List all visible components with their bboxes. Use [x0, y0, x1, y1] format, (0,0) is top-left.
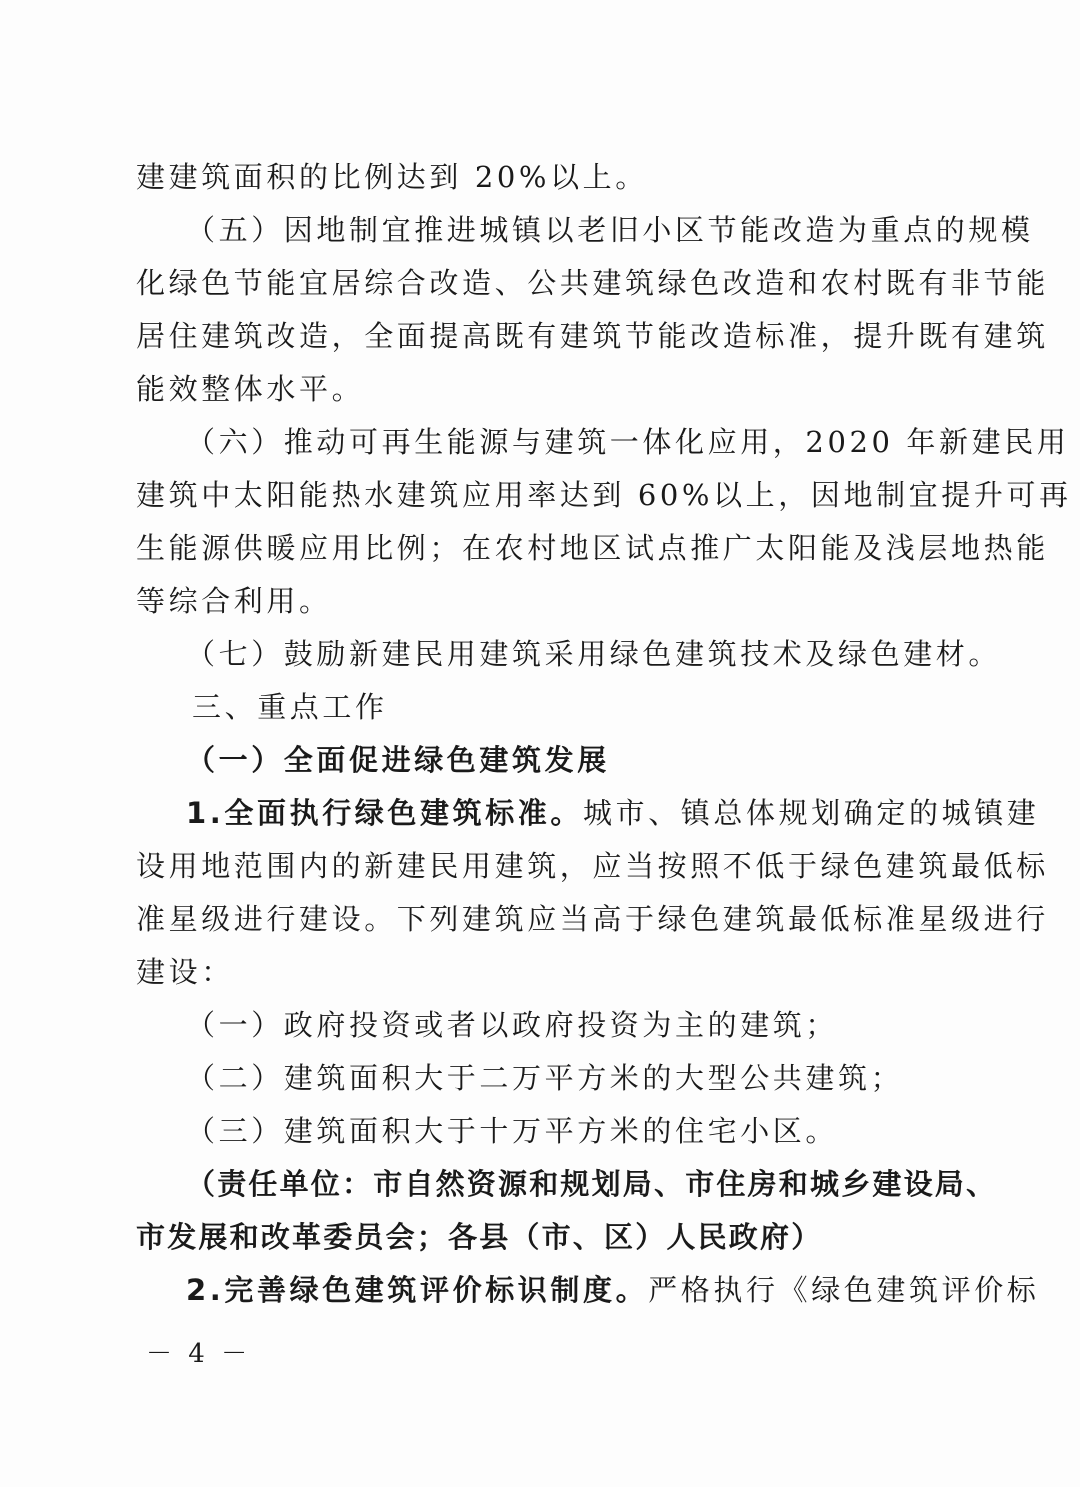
item-text: 严格执行《绿色建筑评价标 [648, 1273, 1040, 1307]
body-line: 建筑中太阳能热水建筑应用率达到 60%以上，因地制宜提升可再 [136, 478, 1072, 512]
body-line: 能效整体水平。 [136, 372, 365, 406]
list-item: （三）建筑面积大于十万平方米的住宅小区。 [186, 1114, 839, 1148]
body-line: （六）推动可再生能源与建筑一体化应用，2020 年新建民用 [186, 425, 1070, 459]
body-line [186, 793, 1040, 833]
body-line: 准星级进行建设。下列建筑应当高于绿色建筑最低标准星级进行 [136, 902, 1049, 936]
body-line: 居住建筑改造，全面提高既有建筑节能改造标准，提升既有建筑 [136, 319, 1049, 353]
section-heading: 三、重点工作 [192, 690, 388, 724]
body-line: （七）鼓励新建民用建筑采用绿色建筑技术及绿色建材。 [186, 637, 1002, 671]
body-line: 等综合利用。 [136, 584, 332, 618]
item-text: 城市、镇总体规划确定的城镇建 [583, 796, 1040, 830]
responsibility-note: 市发展和改革委员会；各县（市、区）人民政府） [136, 1220, 823, 1254]
list-item: （二）建筑面积大于二万平方米的大型公共建筑； [186, 1061, 904, 1095]
item-heading: 2.完善绿色建筑评价标识制度。 [186, 1273, 649, 1307]
body-line [186, 1270, 1040, 1310]
body-line: 建设： [136, 955, 234, 989]
subsection-heading: （一）全面促进绿色建筑发展 [186, 743, 610, 777]
body-line: 生能源供暖应用比例；在农村地区试点推广太阳能及浅层地热能 [136, 531, 1049, 565]
item-heading: 1.全面执行绿色建筑标准。 [186, 796, 583, 830]
list-item: （一）政府投资或者以政府投资为主的建筑； [186, 1008, 839, 1042]
body-line: 建建筑面积的比例达到 20%以上。 [136, 160, 648, 194]
responsibility-note: （责任单位：市自然资源和规划局、市住房和城乡建设局、 [186, 1167, 998, 1201]
body-line: 设用地范围内的新建民用建筑，应当按照不低于绿色建筑最低标 [136, 849, 1049, 883]
body-line: （五）因地制宜推进城镇以老旧小区节能改造为重点的规模 [186, 213, 1034, 247]
page-number: － 4 － [146, 1339, 252, 1369]
body-line: 化绿色节能宜居综合改造、公共建筑绿色改造和农村既有非节能 [136, 266, 1049, 300]
